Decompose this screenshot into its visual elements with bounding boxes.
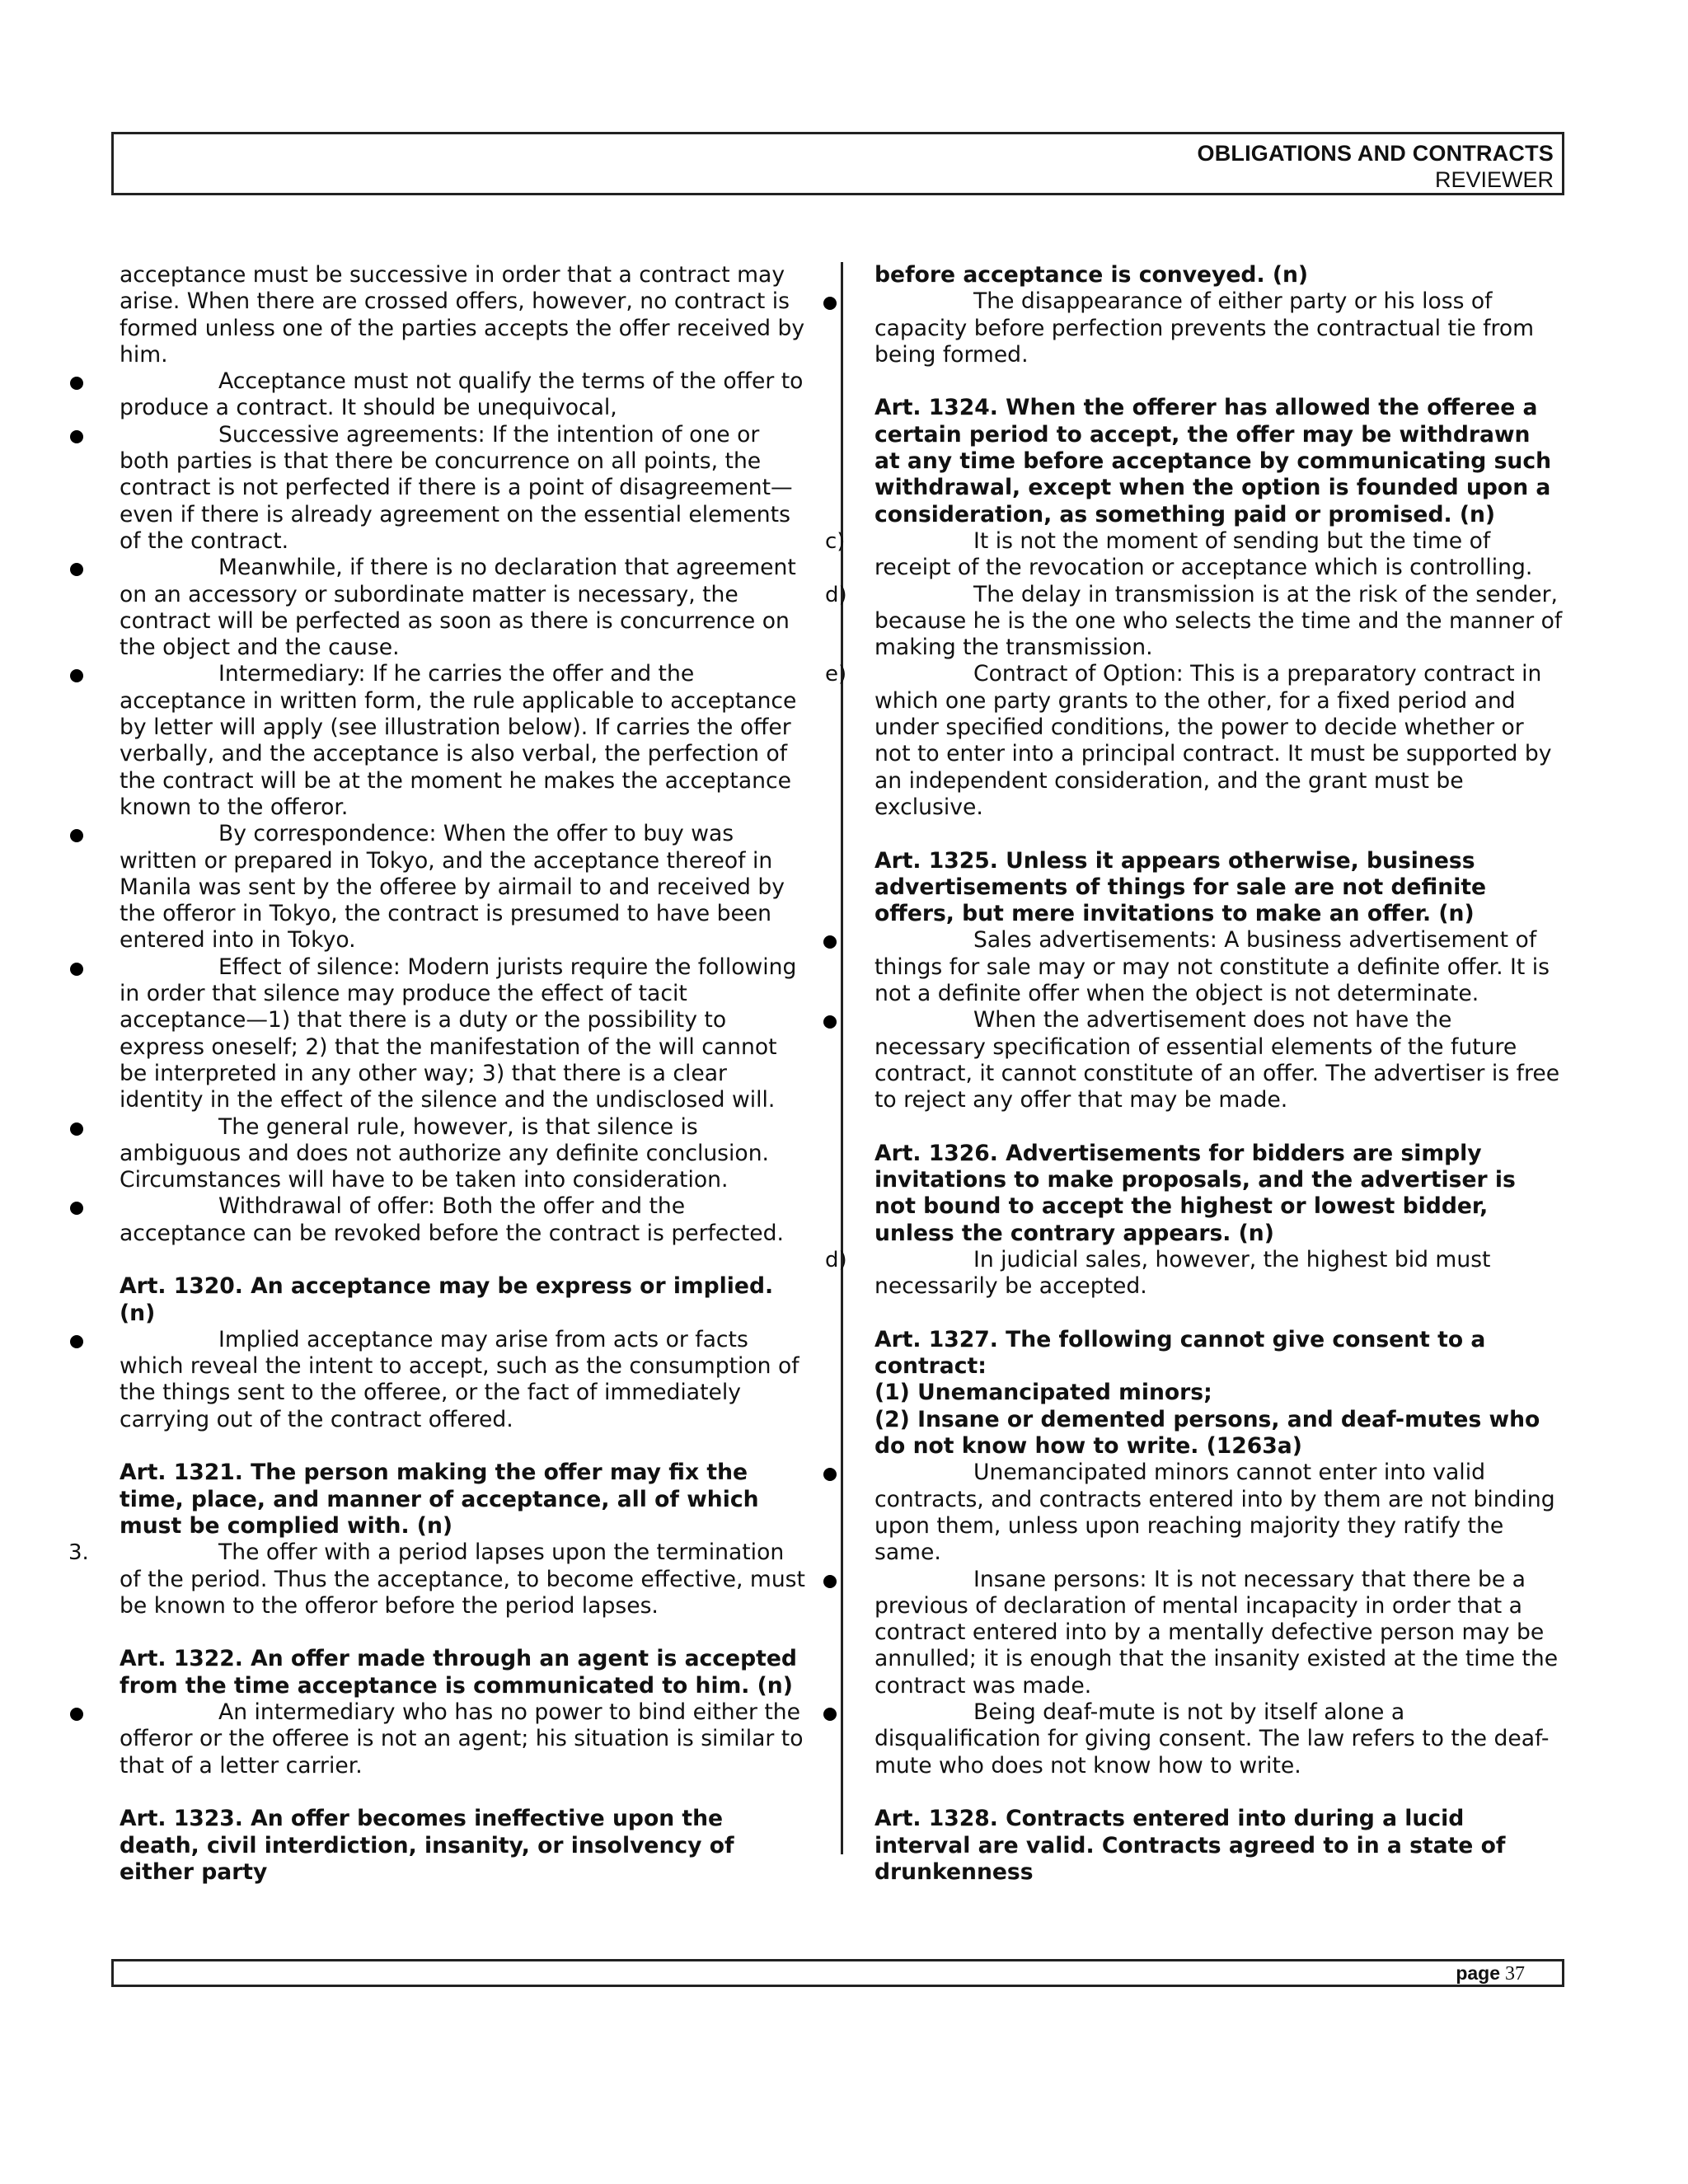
paragraph-text: Art. 1326. Advertisements for bidders are simply invitations to make proposals, and the advertiser is not bound to accept the highest or lowest bidder, unless the contrary appears. (n) — [874, 1140, 1516, 1246]
paragraph-text: Sales advertisements: A business advertisement of things for sale may or may not constitute a definite offer. It is not a definite offer when the object is not determinate. — [874, 927, 1550, 1007]
bullet-icon — [823, 1708, 837, 1721]
bullet-icon — [70, 1202, 83, 1215]
article-heading — [874, 262, 1563, 288]
paragraph-text: before acceptance is conveyed. (n) — [874, 262, 1309, 288]
lettered-item — [825, 1246, 1563, 1301]
bullet-icon — [70, 430, 83, 443]
article-heading — [874, 1407, 1563, 1460]
page-number-value: 37 — [1505, 1963, 1525, 1985]
bullet-item — [874, 288, 1563, 368]
paragraph-text: The general rule, however, is that silence is ambiguous and does not authorize any definite conclusion. Circumstances will have to be taken into consideration. — [120, 1113, 770, 1193]
bullet-icon — [70, 563, 83, 576]
article-heading — [874, 395, 1563, 527]
paragraph-text: Acceptance must not qualify the terms of the offer to produce a contract. It should be unequivocal, — [120, 368, 804, 421]
paragraph-gap — [120, 1779, 810, 1806]
page-label: page — [1456, 1962, 1500, 1984]
list-marker: d) — [825, 582, 847, 607]
paragraph-gap — [874, 821, 1563, 847]
lettered-item — [825, 527, 1563, 582]
paragraph-gap — [120, 1247, 810, 1273]
header-title: OBLIGATIONS AND CONTRACTS — [1197, 141, 1554, 166]
bullet-item — [874, 1007, 1563, 1113]
paragraph-text: Successive agreements: If the intention of one or both parties is that there be concurrence on all points, the contract is not perfected if there is a point of disagreement—even if there is already agreement on the essential elements of the contract. — [120, 421, 793, 554]
bullet-icon — [823, 935, 837, 949]
list-marker: e) — [825, 662, 847, 687]
paragraph-text: Unemancipated minors cannot enter into valid contracts, and contracts entered into by them are not binding upon them, unless upon reaching majority they ratify the same. — [874, 1460, 1555, 1566]
bullet-icon — [70, 829, 83, 842]
list-marker: 3. — [68, 1540, 89, 1566]
paragraph-text: Art. 1325. Unless it appears otherwise, business advertisements of things for sale are not definite offers, but mere invitations to make an offer. (n) — [874, 847, 1487, 927]
article-heading — [874, 1380, 1563, 1406]
bullet-item — [120, 954, 810, 1114]
paragraph-gap — [874, 1301, 1563, 1327]
column-divider — [841, 262, 843, 1854]
bullet-icon — [70, 669, 83, 682]
article-heading — [120, 1806, 810, 1886]
paragraph-text: Art. 1324. When the offerer has allowed the offeree a certain period to accept, the offer may be withdrawn at any time before acceptance by communicating such withdrawal, except when the option is founded upon a consideration, as something paid or promised. (n) — [874, 395, 1552, 527]
paragraph-text: Effect of silence: Modern jurists require the following in order that silence may produce the effect of tacit acceptance—1) that there is a duty or the possibility to express oneself; 2) that the manifestation of the will cannot be interpreted in any other way; 3) that there is a clear identity in the effect of the silence and the undisclosed will. — [120, 954, 797, 1113]
paragraph-text: Being deaf-mute is not by itself alone a disqualification for giving consent. The law refers to the deaf-mute who does not know how to write. — [874, 1699, 1550, 1779]
paragraph-text: Insane persons: It is not necessary that there be a previous of declaration of mental incapacity in order that a contract entered into by a mentally defective person may be annulled; it is enough that the insanity existed at the time the contract was made. — [874, 1566, 1559, 1699]
bullet-item — [874, 1699, 1563, 1779]
paragraph-text: The disappearance of either party or his loss of capacity before perfection prevents the contractual tie from being formed. — [874, 288, 1535, 368]
bullet-icon — [823, 297, 837, 310]
paragraph-gap — [120, 1619, 810, 1646]
paragraph-gap — [874, 1114, 1563, 1141]
bullet-item — [120, 422, 810, 555]
paragraph-text: Implied acceptance may arise from acts or facts which reveal the intent to accept, such as the consumption of the things sent to the offeree, or the fact of immediately carrying out of the contract offered. — [120, 1326, 799, 1432]
paragraph-text: Contract of Option: This is a preparatory contract in which one party grants to the other, for a fixed period and under specified conditions, the power to decide whether or not to enter into a principal contract. It must be supported by an independent consideration, and the grant must be exclusive. — [874, 661, 1552, 820]
paragraph-text: An intermediary who has no power to bind either the offeror or the offeree is not an agent; his situation is similar to that of a letter carrier. — [120, 1699, 804, 1779]
paragraph-text: In judicial sales, however, the highest bid must necessarily be accepted. — [874, 1246, 1491, 1300]
article-heading — [120, 1273, 810, 1327]
bullet-icon — [823, 1575, 837, 1588]
paragraph-gap — [120, 1433, 810, 1460]
bullet-item — [120, 1699, 810, 1779]
paragraph-gap — [874, 1779, 1563, 1806]
bullet-item — [874, 927, 1563, 1007]
article-heading — [874, 1327, 1563, 1380]
bullet-icon — [70, 1708, 83, 1721]
paragraph-text: The offer with a period lapses upon the termination of the period. Thus the acceptance, to become effective, must be known to the offeror before the period lapses. — [120, 1540, 805, 1619]
article-heading — [874, 1141, 1563, 1247]
paragraph — [120, 262, 810, 368]
numbered-item — [68, 1540, 810, 1619]
paragraph-text: Art. 1322. An offer made through an agent is accepted from the time acceptance is communicated to him. (n) — [120, 1646, 797, 1699]
paragraph-text: (1) Unemancipated minors; — [874, 1380, 1212, 1406]
footer-box — [111, 1959, 1564, 1987]
article-heading — [120, 1460, 810, 1540]
paragraph-text: Art. 1327. The following cannot give consent to a contract: — [874, 1326, 1486, 1380]
paragraph-text: Withdrawal of offer: Both the offer and the acceptance can be revoked before the contract is perfected. — [120, 1193, 784, 1246]
bullet-item — [120, 1193, 810, 1247]
right-column — [825, 262, 1563, 1886]
paragraph-text: acceptance must be successive in order that a contract may arise. When there are crossed offers, however, no contract is formed unless one of the parties accepts the offer received by him. — [120, 262, 805, 368]
paragraph-text: The delay in transmission is at the risk of the sender, because he is the one who selects the time and the manner of making the transmission. — [874, 581, 1563, 661]
left-column — [68, 262, 810, 1886]
bullet-item — [120, 555, 810, 661]
paragraph-gap — [874, 368, 1563, 395]
bullet-icon — [70, 963, 83, 976]
paragraph-text: When the advertisement does not have the necessary specification of essential elements of the future contract, it cannot constitute of an offer. The advertiser is free to reject any offer that may be made. — [874, 1007, 1560, 1113]
article-heading — [874, 1806, 1563, 1886]
bullet-icon — [70, 1122, 83, 1136]
paragraph-text: By correspondence: When the offer to buy was written or prepared in Tokyo, and the acceptance thereof in Manila was sent by the offeree by airmail to and received by the offeror in Tokyo, the contract is presumed to have been entered into in Tokyo. — [120, 821, 785, 954]
header-box — [111, 132, 1564, 195]
paragraph-text: It is not the moment of sending but the time of receipt of the revocation or acceptance which is controlling. — [874, 527, 1533, 581]
paragraph-text: Art. 1320. An acceptance may be express or implied. (n) — [120, 1273, 774, 1326]
bullet-item — [120, 821, 810, 954]
bullet-item — [874, 1567, 1563, 1699]
bullet-icon — [823, 1468, 837, 1481]
bullet-item — [874, 1460, 1563, 1566]
paragraph-text: Intermediary: If he carries the offer and the acceptance in written form, the rule applicable to acceptance by letter will apply (see illustration below). If carries the offer verbally, and the acceptance is also verbal, the perfection of the contract will be at the moment he makes the acceptance known to the offeror. — [120, 661, 797, 820]
paragraph-text: Art. 1323. An offer becomes ineffective upon the death, civil interdiction, insanity, or insolvency of either party — [120, 1806, 734, 1885]
bullet-icon — [70, 1335, 83, 1348]
paragraph-text: Meanwhile, if there is no declaration that agreement on an accessory or subordinate matter is necessary, the contract will be perfected as soon as there is concurrence on the object and the cause. — [120, 555, 796, 661]
bullet-item — [120, 1114, 810, 1194]
list-marker: c) — [825, 528, 846, 554]
paragraph-text: Art. 1328. Contracts entered into during a lucid interval are valid. Contracts agreed to in a state of drunkenness — [874, 1806, 1506, 1885]
paragraph-text: (2) Insane or demented persons, and deaf-mutes who do not know how to write. (1263a) — [874, 1406, 1540, 1460]
article-heading — [120, 1646, 810, 1699]
lettered-item — [825, 661, 1563, 821]
bullet-item — [120, 661, 810, 821]
bullet-icon — [70, 377, 83, 390]
article-heading — [874, 848, 1563, 928]
paragraph-text: Art. 1321. The person making the offer may fix the time, place, and manner of acceptance, all of which must be complied with. (n) — [120, 1460, 759, 1539]
bullet-item — [120, 1327, 810, 1433]
header-subtitle: REVIEWER — [1434, 167, 1554, 192]
bullet-item — [120, 368, 810, 422]
page-number — [1456, 1961, 1525, 1985]
bullet-icon — [823, 1015, 837, 1029]
lettered-item — [825, 581, 1563, 662]
list-marker: d) — [825, 1247, 847, 1272]
